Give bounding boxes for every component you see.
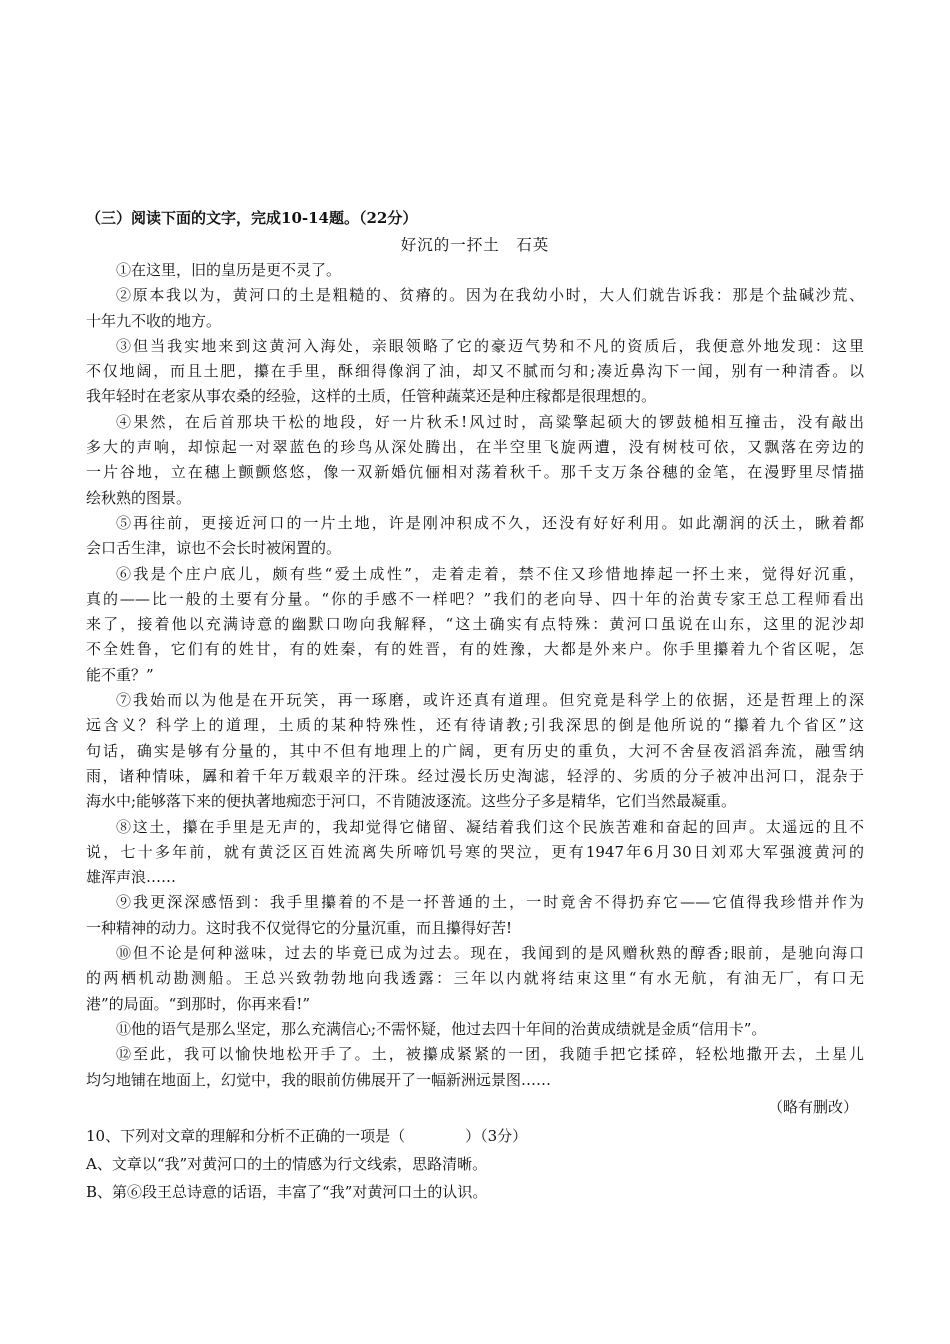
paragraph-6-line: 能不重？” — [86, 665, 154, 684]
paragraph-8-line: 雄浑声浪…… — [86, 868, 177, 887]
paragraph-6-line: 来了，接着他以充满诗意的幽默口吻向我解释，“这土确实有点特殊：黄河口虽说在山东，这里的泥沙却 — [86, 615, 864, 634]
paragraph-9-line: 一种精神的动力。这时我不仅觉得它的分量沉重，而且攥得好苦! — [86, 918, 513, 937]
question-10-stem — [86, 1122, 864, 1150]
paragraph-7-line: 海水中;能够落下来的便执著地痴恋于河口，不肯随波逐流。这些分子多是精华，它们当然最凝重。 — [86, 792, 737, 811]
paragraph-7-line: 远含义？科学上的道理，土质的某种特殊性，还有待请教;引我深思的倒是他所说的“攥着九个省区”这 — [86, 716, 864, 735]
paragraph-3-line: ③但当我实地来到这黄河入海处，亲眼领略了它的豪迈气势和不凡的资质后，我便意外地发现：这里 — [116, 336, 864, 355]
paragraph-6-line: 不全姓鲁，它们有的姓甘，有的姓秦，有的姓晋，有的姓豫，大都是外来户。你手里攥着九个省区呢，怎 — [86, 640, 864, 659]
option-a: A、文章以“我”对黄河口的土的情感为行文线索，思路清晰。 — [86, 1154, 488, 1173]
paragraph-3-line: 我年轻时在老家从事农桑的经验，这样的土质，任管种蔬菜还是种庄稼都是很理想的。 — [86, 387, 657, 406]
paragraph-9-line: ⑨我更深深感悟到：我手里攥着的不是一抔普通的土，一时竟舍不得扔弃它——它值得我珍惜并作为 — [116, 893, 864, 912]
paragraph-12-line: 均匀地铺在地面上，幻觉中，我的眼前仿佛展开了一幅新洲远景图…… — [86, 1070, 552, 1089]
paragraph-7-line: 雨，诸种情味，羼和着千年万载艰辛的汗珠。经过漫长历史淘滤，轻浮的、劣质的分子被冲出河口，混杂于 — [86, 766, 864, 785]
paragraph-4-line: 一片谷地，立在穗上颤颤悠悠，像一双新婚伉俪相对荡着秋千。那千支万条谷穗的金笔，在漫野里尽情描 — [86, 463, 864, 482]
paragraph-5-line: ⑤再往前，更接近河口的一片土地，许是刚冲积成不久，还没有好好利用。如此潮润的沃土，瞅着都 — [116, 513, 864, 532]
paragraph-10-line: ⑩但不论是何种滋味，过去的毕竟已成为过去。现在，我闻到的是风赠秋熟的醇香;眼前，是驰向海口 — [116, 944, 864, 963]
paragraph-3-line: 不仅地阔，而且土肥，攥在手里，酥细得像润了油，却又不腻而匀和;凑近鼻沟下一闻，别有一种清香。以 — [86, 362, 864, 381]
paragraph-7-line: 句话，确实是够有分量的，其中不但有地理上的广阔，更有历史的重负，大河不舍昼夜滔滔奔流，融雪纳 — [86, 741, 864, 760]
paragraph-4-line: 绘秋熟的图景。 — [86, 488, 192, 507]
paragraph-10-line: 的两栖机动勘测船。王总兴致勃勃地向我透露：三年以内就将结束这里“有水无航，有油无厂，有口无 — [86, 969, 864, 988]
article-body — [86, 258, 864, 1093]
paragraph-4-line: 多大的声响，却惊起一对翠蓝色的珍鸟从深处腾出，在半空里飞旋两遭，没有树枝可依，又飘落在旁边的 — [86, 438, 864, 457]
paragraph-12-line: ⑫至此，我可以愉快地松开手了。土，被攥成紧紧的一团，我随手把它揉碎，轻松地撒开去，土星儿 — [116, 1045, 864, 1064]
paragraph-8-line: 说，七十多年前，就有黄泛区百姓流离失所啼饥号寒的哭泣，更有1947年6月30日刘邓大军强渡黄河的 — [86, 842, 864, 861]
section-header: （三）阅读下面的文字，完成10-14题。（22分） — [86, 209, 418, 227]
paragraph-5-line: 会口舌生津，谅也不会长时被闲置的。 — [86, 539, 342, 558]
option-b: B、第⑥段王总诗意的话语，丰富了“我”对黄河口土的认识。 — [86, 1182, 488, 1201]
paragraph-11-line: ⑪他的语气是那么坚定，那么充满信心;不需怀疑，他过去四十年间的治黄成绩就是金质“信用卡”。 — [116, 1019, 767, 1038]
paragraph-1-line: ①在这里，旧的皇历是更不灵了。 — [116, 261, 342, 279]
paragraph-4-line: ④果然，在后首那块干松的地段，好一片秋禾!风过时，高粱擎起硕大的锣鼓槌相互撞击，没有敲出 — [116, 412, 864, 431]
paragraph-7-line: ⑦我始而以为他是在开玩笑，再一琢磨，或许还真有道理。但究竟是科学上的依据，还是哲理上的深 — [116, 691, 864, 710]
paragraph-2-line: ②原本我以为，黄河口的土是粗糙的、贫瘠的。因为在我幼小时，大人们就告诉我：那是个盐碱沙荒、 — [116, 286, 864, 305]
paragraph-6-line: ⑥我是个庄户底儿，颇有些“爱土成性”，走着走着，禁不住又珍惜地捧起一抔土来，觉得好沉重， — [116, 564, 864, 583]
article-title: 好沉的一抔土 石英 — [400, 236, 550, 254]
paragraph-8-line: ⑧这土，攥在手里是无声的，我却觉得它储留、凝结着我们这个民族苦难和奋起的回声。太遥远的且不 — [116, 817, 864, 836]
editor-note: （略有删改） — [767, 1097, 858, 1116]
document-page — [86, 206, 864, 1206]
paragraph-6-line: 真的——比一般的土要有分量。“你的手感不一样吧？”我们的老向导、四十年的治黄专家王总工程师看出 — [86, 589, 864, 608]
question-stem-score: ）（3分） — [465, 1126, 528, 1145]
paragraph-2-line: 十年九不收的地方。 — [86, 311, 222, 330]
paragraph-10-line: 港”的局面。“到那时，你再来看!” — [86, 994, 311, 1013]
question-stem-text: 10、下列对文章的理解和分析不正确的一项是（ — [86, 1126, 406, 1145]
